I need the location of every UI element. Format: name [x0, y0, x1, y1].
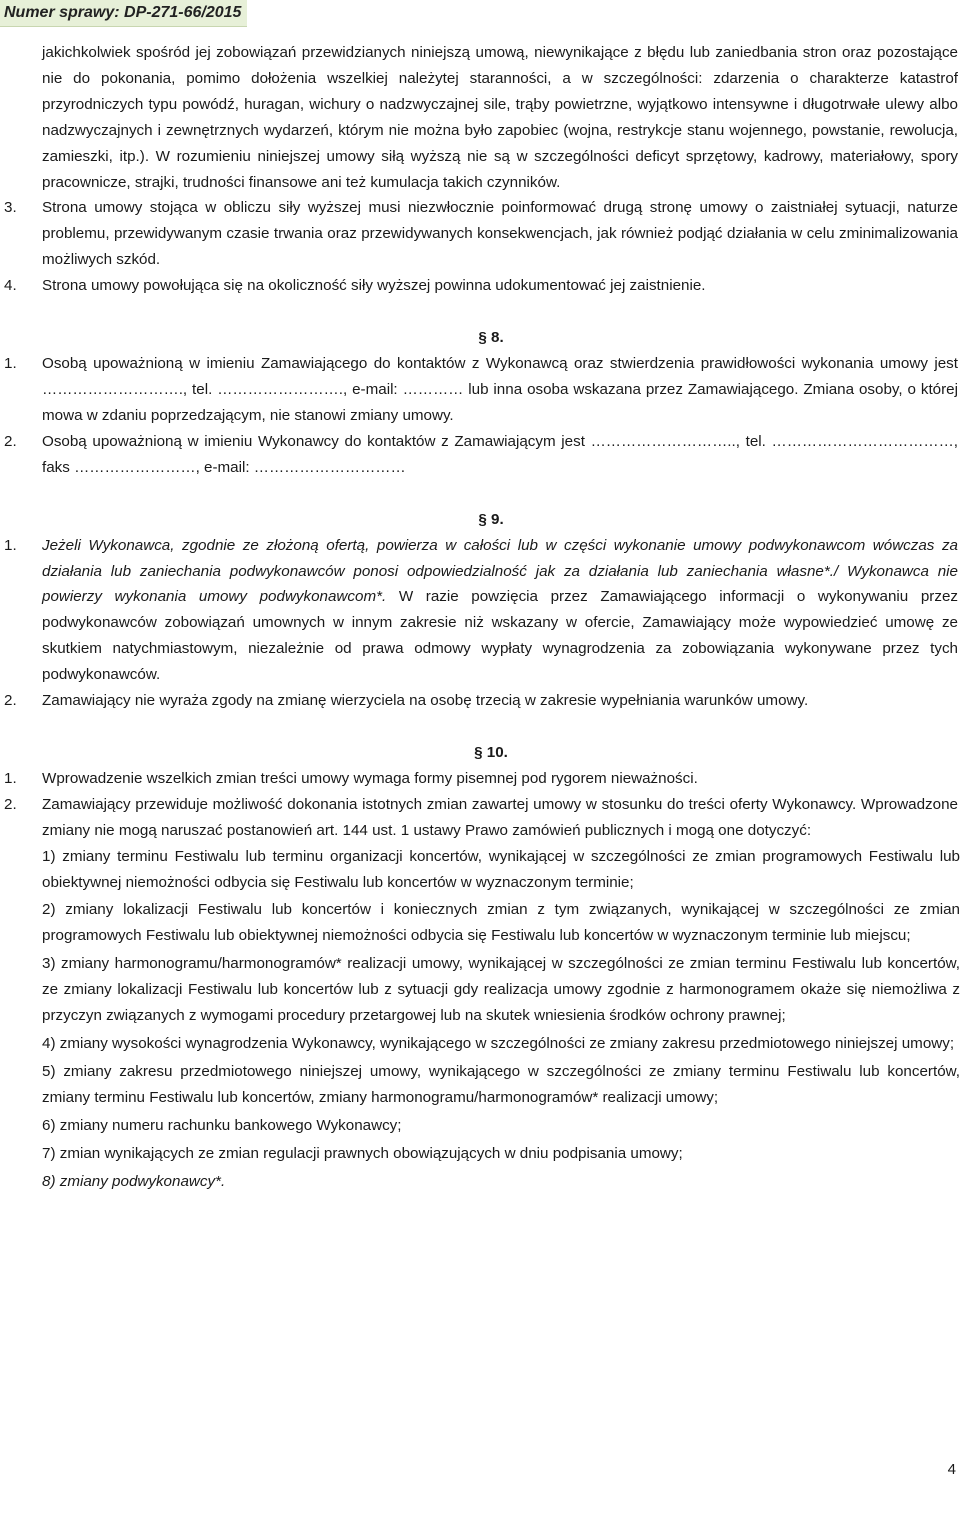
clause-10-1: [0, 766, 960, 792]
clause-text: Zamawiający nie wyraża zgody na zmianę wierzyciela na osobę trzecią w zakresie wypełniania warunków umowy.: [42, 692, 809, 710]
list-item: 4) zmiany wysokości wynagrodzenia Wykonawcy, wynikającego w szczególności ze zmiany zakresu przedmiotowego niniejszej umowy;: [42, 1035, 955, 1052]
clause-8-2: [0, 429, 960, 481]
section-9-heading: [0, 507, 960, 533]
spacer: [0, 481, 960, 507]
clause-text: Zamawiający przewiduje możliwość dokonania istotnych zmian zawartej umowy w stosunku do treści oferty Wykonawcy. Wprowadzone zmiany nie mogą naruszać postanowień art. 144 ust. 1 ustawy Prawo zamówień publicznych i mogą one dotyczyć:: [42, 795, 958, 839]
clause-text: Osobą upoważnioną w imieniu Zamawiającego do kontaktów z Wykonawcą oraz stwierdzenia prawidłowości wykonania umowy jest ………………………., tel. ……………………., e-mail: ………… lub inna osoba wskazana przez Zamawiającego. Zmiana osoby, o której mowa w zdaniu poprzedzającym, nie stanowi zmiany umowy.: [42, 355, 958, 424]
clause-number: 2.: [4, 692, 17, 710]
spacer: [0, 714, 960, 740]
clause-text: Wprowadzenie wszelkich zmian treści umowy wymaga formy pisemnej pod rygorem nieważności.: [42, 769, 698, 787]
clause-10-2: [0, 792, 960, 844]
clause-number: 4.: [4, 277, 17, 295]
clause-number: 2.: [4, 795, 17, 813]
clause-7-4: [0, 273, 960, 299]
clause-text: Strona umowy stojąca w obliczu siły wyższej musi niezwłocznie poinformować drugą stronę umowy o zaistniałej sytuacji, naturze problemu, przewidywanym czasie trwania oraz przewidywanych konsekwencjach, jak również podjąć działania w celu zminimalizowania możliwych szkód.: [42, 199, 958, 269]
page-number: 4: [947, 1461, 956, 1478]
clause-text: Osobą upoważnioną w imieniu Wykonawcy do kontaktów z Zamawiającym jest ……………………….., tel. ………………………………, faks ……………………, e-mail: …………………………: [42, 432, 958, 476]
clause-8-1: [0, 351, 960, 429]
list-item: 2) zmiany lokalizacji Festiwalu lub koncertów i koniecznych zmian z tym związanych, wynikającej w szczególności ze zmian programowych Festiwalu lub obiektywnej niemożności odbycia się Festiwalu lub koncertów w wyznaczonym terminie lub miejscu;: [42, 901, 960, 945]
case-number-header: Numer sprawy: DP-271-66/2015: [0, 0, 247, 27]
document-body: [0, 40, 960, 1194]
force-majeure-paragraph: jakichkolwiek spośród jej zobowiązań przewidzianych niniejszą umową, niewynikające z błędu lub zaniedbania stron oraz pozostające nie do pokonania, pomimo dołożenia wszelkiej należytej staranności, a w szczególności: zdarzenia o charakterze katastrof przyrodniczych typu powódź, huragan, wichury o nadzwyczajnej sile, trąby powietrzne, wyjątkowo intensywne i długotrwałe ulewy albo nadzwyczajnych i zewnętrznych wydarzeń, którym nie można było zapobiec (wojna, restrykcje stanu wojennego, powstanie, rewolucja, zamieszki, itp.). W rozumieniu niniejszej umowy siłą wyższą nie są w szczególności deficyt sprzętowy, kadrowy, materiałowy, spory pracownicze, strajki, trudności finansowe ani też kumulacja takich czynników.: [42, 44, 958, 191]
clause-9-2: [0, 688, 960, 714]
clause-number: 2.: [4, 432, 17, 450]
clause-number: 1.: [4, 769, 17, 787]
clause-9-1: [0, 533, 960, 688]
clause-text: Strona umowy powołująca się na okoliczność siły wyższej powinna udokumentować jej zaistnienie.: [42, 277, 706, 295]
clause-number: 3.: [4, 199, 17, 217]
list-item: 7) zmian wynikających ze zmian regulacji prawnych obowiązujących w dniu podpisania umowy;: [42, 1144, 683, 1162]
section-10-heading: [0, 740, 960, 766]
section-title: § 8.: [478, 329, 504, 347]
list-item: 5) zmiany zakresu przedmiotowego niniejszej umowy, wynikającego w szczególności ze zmiany terminu Festiwalu lub koncertów, zmiany terminu Festiwalu lub koncertów, zmiany harmonogramu/harmonogramów* realizacji umowy;: [42, 1062, 960, 1106]
clause-text-italic: Jeżeli Wykonawca, zgodnie ze złożoną ofertą, powierza w całości lub w części wykonanie umowy podwykonawcom wówczas za działania lub zaniechania podwykonawców ponosi odpowiedzialność jak za działania lub zaniechania własne*./ Wykonawca nie powierzy wykonania umowy podwykonawcom*.: [42, 536, 958, 606]
clause-text: W razie powzięcia przez Zamawiającego informacji o wykonywaniu przez podwykonawców zobowiązań umownych w innym zakresie niż wskazany w ofercie, Zamawiający może wypowiedzieć umowę ze skutkiem natychmiastowym, niezależnie od prawa odmowy wypłaty wynagrodzenia za zobowiązania wykonywane przez tych podwykonawców.: [42, 588, 958, 684]
list-item: 1) zmiany terminu Festiwalu lub terminu organizacji koncertów, wynikającej w szczególności ze zmian programowych Festiwalu lub obiektywnej niemożności odbycia się Festiwalu lub koncertów w wyznaczonym terminie;: [42, 847, 960, 891]
clause-7-3: [0, 195, 960, 273]
spacer: [0, 299, 960, 325]
section-title: § 10.: [474, 743, 508, 761]
section-title: § 9.: [478, 510, 504, 528]
list-item: 3) zmiany harmonogramu/harmonogramów* realizacji umowy, wynikającej w szczególności ze zmian terminu Festiwalu lub koncertów, ze zmiany lokalizacji Festiwalu lub koncertów lub z sytuacji gdy realizacja umowy zgodnie z harmonogramem okaże się niemożliwa z przyczyn związanych z wymogami procedury przetargowej lub na skutek wniesienia środków ochrony prawnej;: [42, 955, 960, 1025]
amendment-list: [0, 844, 960, 1195]
section-8-heading: [0, 325, 960, 351]
clause-number: 1.: [4, 536, 17, 554]
list-item: 6) zmiany numeru rachunku bankowego Wykonawcy;: [42, 1116, 402, 1134]
list-item: 8) zmiany podwykonawcy*.: [42, 1172, 226, 1190]
clause-number: 1.: [4, 355, 17, 373]
